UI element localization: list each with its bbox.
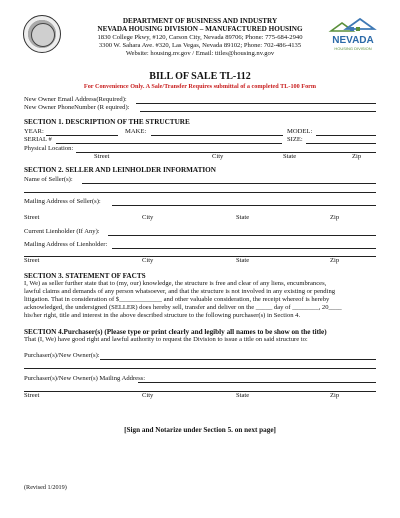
year-field[interactable] [46, 135, 118, 136]
seller-mailing-label: Mailing Address of Seller(s): [24, 198, 101, 205]
address-las-vegas: 3300 W. Sahara Ave. #320, Las Vegas, Nevada 89102; Phone: 702-486-4135 [98, 42, 302, 49]
lienholder-street-caption: Street [24, 257, 40, 264]
year-label: YEAR: [24, 128, 44, 135]
owner-email-field[interactable] [136, 103, 376, 104]
size-field[interactable] [306, 143, 376, 144]
location-street-caption: Street [94, 153, 110, 160]
revision-date: (Revised 1/2019) [24, 484, 67, 491]
form-notice: For Convenience Only. A Sale/Transfer Requires submittal of a completed TL-100 Form [83, 83, 317, 90]
purchaser-state-caption: State [236, 392, 250, 399]
purchaser-name-field-2[interactable] [24, 368, 376, 369]
statement-line-3: litigation. That in consideration of $_____________ and other valuable consideration, the receipt whereof is hereby [24, 296, 330, 303]
seller-name-label: Name of Seller(s): [24, 176, 73, 183]
physical-location-label: Physical Location: [24, 145, 74, 152]
purchaser-mailing-field[interactable] [138, 382, 376, 383]
section-1-heading: SECTION 1. DESCRIPTION OF THE STRUCTURE [24, 118, 190, 126]
lienholder-mailing-field-2[interactable] [24, 256, 376, 257]
location-state-caption: State [283, 153, 297, 160]
lienholder-mailing-field[interactable] [112, 248, 376, 249]
serial-field[interactable] [56, 143, 282, 144]
seller-mailing-field[interactable] [112, 205, 376, 206]
statement-line-5: his/her right, title and interest in the above described structure to the following purchaser(s) in Section 4. [24, 312, 301, 319]
section-2-heading: SECTION 2. SELLER AND LEINHOLDER INFORMATION [24, 166, 216, 174]
size-label: SIZE: [287, 136, 303, 143]
make-label: MAKE: [125, 128, 147, 135]
purchaser-name-field[interactable] [100, 359, 376, 360]
form-title: BILL OF SALE TL-112 [149, 71, 251, 82]
section-4-heading: SECTION 4.Purchaser(s) (Please type or print clearly and legibly all names to be show on the title) [24, 328, 327, 336]
department-name: DEPARTMENT OF BUSINESS AND INDUSTRY [122, 17, 278, 25]
purchaser-name-label: Purchaser(s)/New Owner(s): [24, 352, 100, 359]
seller-street-caption: Street [24, 214, 40, 221]
purchaser-city-caption: City [142, 392, 154, 399]
model-field[interactable] [316, 135, 376, 136]
statement-line-1: I, We) as seller further state that to (my, our) knowledge, the structure is free and clear of any liens, encumbrances, [24, 280, 327, 287]
purchaser-mailing-field-2[interactable] [24, 391, 376, 392]
purchaser-mailing-label: Purchaser(s)/New Owner(s) Mailing Address: [24, 375, 146, 382]
division-name: NEVADA HOUSING DIVISION – MANUFACTURED HOUSING [97, 25, 303, 33]
lienholder-field[interactable] [108, 235, 376, 236]
serial-label: SERIAL # [24, 136, 52, 143]
statement-line-4: acknowledged, the undersigned (SELLER) does hereby sell, transfer and deliver on the _____ day of ________, 20____ [24, 304, 342, 311]
make-field[interactable] [151, 135, 283, 136]
lienholder-city-caption: City [142, 257, 154, 264]
lienholder-state-caption: State [236, 257, 250, 264]
address-carson-city: 1830 College Pkwy, #120, Carson City, Nevada 89706; Phone: 775-684-2940 [97, 34, 303, 41]
owner-phone-label: New Owner PhoneNumber (R equired): [24, 104, 130, 111]
lienholder-mailing-label: Mailing Address of Lienholder: [24, 241, 108, 248]
purchaser-zip-caption: Zip [330, 392, 340, 399]
lienholder-zip-caption: Zip [330, 257, 340, 264]
seller-zip-caption: Zip [330, 214, 340, 221]
sign-notarize-note: [Sign and Notarize under Section 5. on next page] [124, 426, 276, 434]
model-label: MODEL: [287, 128, 313, 135]
logo-subtitle: HOUSING DIVISION [334, 46, 372, 51]
seller-city-caption: City [142, 214, 154, 221]
statement-line-2: lawful claims and demands of any person whatsoever, and that the structure is not involved in any existing or pending [24, 288, 336, 295]
lienholder-label: Current Lienholder (If Any): [24, 228, 100, 235]
location-zip-caption: Zip [352, 153, 362, 160]
seller-name-field-2[interactable] [24, 192, 376, 193]
logo-word: NEVADA [332, 35, 374, 46]
section-3-heading: SECTION 3. STATEMENT OF FACTS [24, 272, 146, 280]
seller-state-caption: State [236, 214, 250, 221]
owner-email-label: New Owner Email Address(Required): [24, 96, 127, 103]
section-4-intro: That (I, We) have good right and lawful authority to request the Division to issue a title on said structure to: [24, 336, 308, 343]
website-email: Website: housing.nv.gov / Email: titles@housing.nv.gov [125, 50, 275, 57]
physical-location-field[interactable] [76, 152, 376, 153]
location-city-caption: City [212, 153, 224, 160]
owner-phone-field[interactable] [140, 111, 376, 112]
seller-name-field[interactable] [82, 183, 376, 184]
purchaser-street-caption: Street [24, 392, 40, 399]
